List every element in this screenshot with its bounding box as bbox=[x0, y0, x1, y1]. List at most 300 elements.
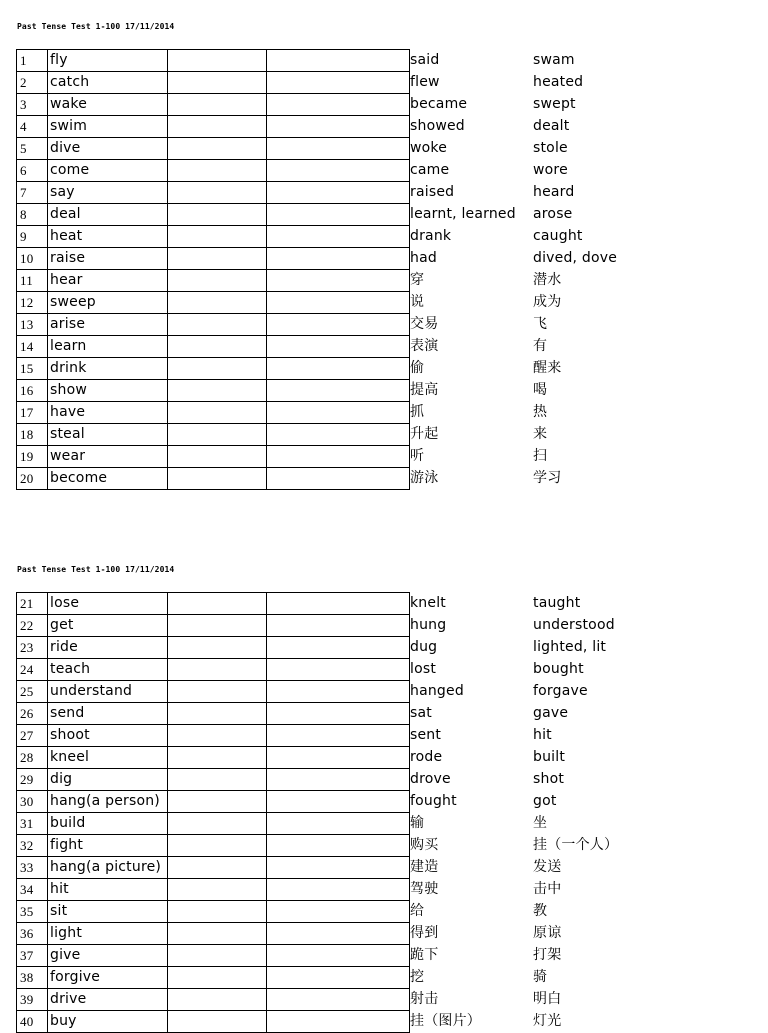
base-verb: fly bbox=[48, 50, 168, 72]
item-number: 1 bbox=[17, 50, 48, 72]
answer-option: 明白 bbox=[533, 991, 562, 1007]
answer-option: shot bbox=[533, 771, 565, 787]
answer-cell-past-tense[interactable] bbox=[168, 659, 267, 681]
answer-cell-past-tense[interactable] bbox=[168, 270, 267, 292]
base-verb: drink bbox=[48, 358, 168, 380]
answer-option: fought bbox=[410, 793, 457, 809]
test-header: Past Tense Test 1-100 17/11/2014 bbox=[17, 565, 175, 574]
answer-bank-row bbox=[410, 900, 750, 922]
answer-cell-past-tense[interactable] bbox=[168, 901, 267, 923]
base-verb: dive bbox=[48, 138, 168, 160]
answer-cell-meaning[interactable] bbox=[267, 292, 410, 314]
answer-option: sent bbox=[410, 727, 442, 743]
table-row bbox=[17, 813, 410, 835]
answer-option: said bbox=[410, 52, 440, 68]
table-row bbox=[17, 314, 410, 336]
answer-option: 输 bbox=[410, 815, 425, 831]
answer-cell-past-tense[interactable] bbox=[168, 879, 267, 901]
table-row bbox=[17, 615, 410, 637]
answer-bank-row bbox=[410, 313, 750, 335]
answer-option: flew bbox=[410, 74, 440, 90]
answer-bank-row bbox=[410, 878, 750, 900]
base-verb: heat bbox=[48, 226, 168, 248]
answer-cell-meaning[interactable] bbox=[267, 725, 410, 747]
test-header: Past Tense Test 1-100 17/11/2014 bbox=[17, 22, 175, 31]
answer-cell-meaning[interactable] bbox=[267, 424, 410, 446]
answer-cell-past-tense[interactable] bbox=[168, 703, 267, 725]
table-row bbox=[17, 248, 410, 270]
base-verb: build bbox=[48, 813, 168, 835]
answer-option: 坐 bbox=[533, 815, 548, 831]
base-verb: become bbox=[48, 468, 168, 490]
table-row bbox=[17, 747, 410, 769]
answer-option: 交易 bbox=[410, 316, 439, 332]
answer-cell-meaning[interactable] bbox=[267, 791, 410, 813]
base-verb: buy bbox=[48, 1011, 168, 1033]
answer-option: 升起 bbox=[410, 426, 439, 442]
answer-option: 热 bbox=[533, 404, 548, 420]
answer-option: 偷 bbox=[410, 360, 425, 376]
table-row bbox=[17, 901, 410, 923]
table-row bbox=[17, 879, 410, 901]
table-row bbox=[17, 138, 410, 160]
base-verb: hear bbox=[48, 270, 168, 292]
answer-bank-row bbox=[410, 137, 750, 159]
base-verb: say bbox=[48, 182, 168, 204]
item-number: 26 bbox=[17, 703, 48, 725]
answer-option: 发送 bbox=[533, 859, 562, 875]
answer-cell-past-tense[interactable] bbox=[168, 72, 267, 94]
table-row bbox=[17, 424, 410, 446]
answer-cell-past-tense[interactable] bbox=[168, 747, 267, 769]
answer-cell-past-tense[interactable] bbox=[168, 468, 267, 490]
answer-option: 喝 bbox=[533, 382, 548, 398]
item-number: 7 bbox=[17, 182, 48, 204]
word-table bbox=[16, 49, 410, 490]
answer-cell-meaning[interactable] bbox=[267, 50, 410, 72]
answer-option: 穿 bbox=[410, 272, 425, 288]
answer-cell-meaning[interactable] bbox=[267, 336, 410, 358]
answer-cell-meaning[interactable] bbox=[267, 402, 410, 424]
base-verb: ride bbox=[48, 637, 168, 659]
answer-option: knelt bbox=[410, 595, 446, 611]
item-number: 2 bbox=[17, 72, 48, 94]
answer-option: lost bbox=[410, 661, 437, 677]
answer-cell-meaning[interactable] bbox=[267, 1011, 410, 1033]
answer-option: dealt bbox=[533, 118, 570, 134]
table-row bbox=[17, 468, 410, 490]
base-verb: fight bbox=[48, 835, 168, 857]
answer-option: 来 bbox=[533, 426, 548, 442]
answer-bank-row bbox=[410, 335, 750, 357]
answer-option: 有 bbox=[533, 338, 548, 354]
item-number: 38 bbox=[17, 967, 48, 989]
answer-cell-past-tense[interactable] bbox=[168, 248, 267, 270]
answer-cell-meaning[interactable] bbox=[267, 380, 410, 402]
answer-cell-meaning[interactable] bbox=[267, 226, 410, 248]
answer-cell-meaning[interactable] bbox=[267, 835, 410, 857]
answer-option: 听 bbox=[410, 448, 425, 464]
table-row bbox=[17, 292, 410, 314]
answer-bank bbox=[410, 592, 750, 1032]
answer-option: stole bbox=[533, 140, 568, 156]
answer-bank-row bbox=[410, 467, 750, 489]
table-row bbox=[17, 791, 410, 813]
answer-bank-row bbox=[410, 71, 750, 93]
answer-option: gave bbox=[533, 705, 569, 721]
table-row bbox=[17, 835, 410, 857]
base-verb: teach bbox=[48, 659, 168, 681]
table-row bbox=[17, 94, 410, 116]
item-number: 34 bbox=[17, 879, 48, 901]
answer-bank-row bbox=[410, 746, 750, 768]
answer-option: sat bbox=[410, 705, 432, 721]
answer-cell-past-tense[interactable] bbox=[168, 160, 267, 182]
answer-option: hung bbox=[410, 617, 447, 633]
item-number: 12 bbox=[17, 292, 48, 314]
answer-option: 醒来 bbox=[533, 360, 562, 376]
answer-cell-meaning[interactable] bbox=[267, 989, 410, 1011]
answer-cell-past-tense[interactable] bbox=[168, 204, 267, 226]
answer-option: caught bbox=[533, 228, 583, 244]
base-verb: hang(a person) bbox=[48, 791, 168, 813]
answer-option: taught bbox=[533, 595, 581, 611]
item-number: 20 bbox=[17, 468, 48, 490]
answer-cell-meaning[interactable] bbox=[267, 314, 410, 336]
answer-cell-past-tense[interactable] bbox=[168, 1011, 267, 1033]
base-verb: shoot bbox=[48, 725, 168, 747]
answer-bank-row bbox=[410, 423, 750, 445]
item-number: 16 bbox=[17, 380, 48, 402]
item-number: 17 bbox=[17, 402, 48, 424]
item-number: 11 bbox=[17, 270, 48, 292]
answer-cell-past-tense[interactable] bbox=[168, 593, 267, 615]
base-verb: catch bbox=[48, 72, 168, 94]
table-row bbox=[17, 50, 410, 72]
answer-bank-row bbox=[410, 592, 750, 614]
answer-option: 表演 bbox=[410, 338, 439, 354]
base-verb: come bbox=[48, 160, 168, 182]
answer-bank-row bbox=[410, 445, 750, 467]
item-number: 19 bbox=[17, 446, 48, 468]
answer-option: lighted, lit bbox=[533, 639, 607, 655]
answer-cell-past-tense[interactable] bbox=[168, 923, 267, 945]
item-number: 33 bbox=[17, 857, 48, 879]
base-verb: dig bbox=[48, 769, 168, 791]
item-number: 23 bbox=[17, 637, 48, 659]
answer-option: hit bbox=[533, 727, 552, 743]
answer-option: wore bbox=[533, 162, 568, 178]
table-row bbox=[17, 703, 410, 725]
answer-cell-past-tense[interactable] bbox=[168, 182, 267, 204]
answer-cell-past-tense[interactable] bbox=[168, 637, 267, 659]
base-verb: arise bbox=[48, 314, 168, 336]
item-number: 15 bbox=[17, 358, 48, 380]
table-row bbox=[17, 945, 410, 967]
answer-bank-row bbox=[410, 181, 750, 203]
base-verb: deal bbox=[48, 204, 168, 226]
answer-cell-meaning[interactable] bbox=[267, 72, 410, 94]
answer-bank-row bbox=[410, 203, 750, 225]
base-verb: lose bbox=[48, 593, 168, 615]
answer-bank-row bbox=[410, 680, 750, 702]
answer-option: dug bbox=[410, 639, 438, 655]
answer-option: 骑 bbox=[533, 969, 548, 985]
answer-bank-row bbox=[410, 379, 750, 401]
item-number: 37 bbox=[17, 945, 48, 967]
answer-cell-past-tense[interactable] bbox=[168, 945, 267, 967]
word-table bbox=[16, 592, 410, 1033]
table-row bbox=[17, 637, 410, 659]
table-row bbox=[17, 725, 410, 747]
base-verb: kneel bbox=[48, 747, 168, 769]
answer-option: came bbox=[410, 162, 450, 178]
item-number: 39 bbox=[17, 989, 48, 1011]
answer-option: dived, dove bbox=[533, 250, 618, 266]
answer-option: 驾驶 bbox=[410, 881, 439, 897]
table-row bbox=[17, 989, 410, 1011]
item-number: 13 bbox=[17, 314, 48, 336]
table-row bbox=[17, 72, 410, 94]
answer-cell-past-tense[interactable] bbox=[168, 989, 267, 1011]
answer-bank-row bbox=[410, 922, 750, 944]
answer-cell-past-tense[interactable] bbox=[168, 725, 267, 747]
answer-option: 原谅 bbox=[533, 925, 562, 941]
answer-option: 挂（一个人） bbox=[533, 837, 619, 853]
answer-bank-row bbox=[410, 966, 750, 988]
item-number: 8 bbox=[17, 204, 48, 226]
table-row bbox=[17, 923, 410, 945]
answer-cell-past-tense[interactable] bbox=[168, 615, 267, 637]
answer-cell-past-tense[interactable] bbox=[168, 402, 267, 424]
answer-option: 扫 bbox=[533, 448, 548, 464]
table-row bbox=[17, 336, 410, 358]
answer-cell-past-tense[interactable] bbox=[168, 681, 267, 703]
base-verb: wake bbox=[48, 94, 168, 116]
base-verb: steal bbox=[48, 424, 168, 446]
answer-option: 挖 bbox=[410, 969, 425, 985]
base-verb: learn bbox=[48, 336, 168, 358]
base-verb: wear bbox=[48, 446, 168, 468]
answer-cell-past-tense[interactable] bbox=[168, 314, 267, 336]
base-verb: have bbox=[48, 402, 168, 424]
answer-cell-meaning[interactable] bbox=[267, 270, 410, 292]
base-verb: sit bbox=[48, 901, 168, 923]
answer-bank-row bbox=[410, 357, 750, 379]
answer-option: swam bbox=[533, 52, 575, 68]
item-number: 22 bbox=[17, 615, 48, 637]
answer-option: drank bbox=[410, 228, 452, 244]
item-number: 6 bbox=[17, 160, 48, 182]
answer-option: 购买 bbox=[410, 837, 439, 853]
answer-cell-meaning[interactable] bbox=[267, 945, 410, 967]
answer-cell-past-tense[interactable] bbox=[168, 94, 267, 116]
answer-cell-meaning[interactable] bbox=[267, 248, 410, 270]
answer-option: showed bbox=[410, 118, 465, 134]
table-row bbox=[17, 593, 410, 615]
answer-bank-row bbox=[410, 247, 750, 269]
answer-option: built bbox=[533, 749, 566, 765]
table-row bbox=[17, 446, 410, 468]
answer-bank-row bbox=[410, 702, 750, 724]
answer-cell-past-tense[interactable] bbox=[168, 857, 267, 879]
table-row bbox=[17, 769, 410, 791]
answer-cell-meaning[interactable] bbox=[267, 857, 410, 879]
answer-bank-row bbox=[410, 944, 750, 966]
answer-cell-past-tense[interactable] bbox=[168, 769, 267, 791]
table-row bbox=[17, 204, 410, 226]
base-verb: show bbox=[48, 380, 168, 402]
answer-bank-row bbox=[410, 93, 750, 115]
answer-bank-row bbox=[410, 988, 750, 1010]
answer-cell-meaning[interactable] bbox=[267, 182, 410, 204]
item-number: 28 bbox=[17, 747, 48, 769]
answer-cell-meaning[interactable] bbox=[267, 204, 410, 226]
item-number: 9 bbox=[17, 226, 48, 248]
answer-cell-meaning[interactable] bbox=[267, 358, 410, 380]
item-number: 21 bbox=[17, 593, 48, 615]
answer-cell-meaning[interactable] bbox=[267, 116, 410, 138]
answer-cell-meaning[interactable] bbox=[267, 160, 410, 182]
answer-cell-meaning[interactable] bbox=[267, 879, 410, 901]
answer-cell-meaning[interactable] bbox=[267, 138, 410, 160]
answer-cell-meaning[interactable] bbox=[267, 769, 410, 791]
answer-cell-meaning[interactable] bbox=[267, 593, 410, 615]
answer-cell-meaning[interactable] bbox=[267, 637, 410, 659]
answer-cell-meaning[interactable] bbox=[267, 468, 410, 490]
answer-option: 灯光 bbox=[533, 1013, 562, 1029]
answer-option: 教 bbox=[533, 903, 548, 919]
answer-option: bought bbox=[533, 661, 584, 677]
item-number: 40 bbox=[17, 1011, 48, 1033]
answer-option: heard bbox=[533, 184, 575, 200]
answer-option: 建造 bbox=[410, 859, 439, 875]
base-verb: get bbox=[48, 615, 168, 637]
answer-cell-meaning[interactable] bbox=[267, 659, 410, 681]
table-row bbox=[17, 659, 410, 681]
answer-bank-row bbox=[410, 658, 750, 680]
answer-option: raised bbox=[410, 184, 455, 200]
answer-cell-past-tense[interactable] bbox=[168, 358, 267, 380]
table-row bbox=[17, 182, 410, 204]
item-number: 4 bbox=[17, 116, 48, 138]
answer-cell-meaning[interactable] bbox=[267, 446, 410, 468]
base-verb: give bbox=[48, 945, 168, 967]
answer-option: 提高 bbox=[410, 382, 439, 398]
answer-option: 抓 bbox=[410, 404, 425, 420]
answer-cell-past-tense[interactable] bbox=[168, 446, 267, 468]
base-verb: send bbox=[48, 703, 168, 725]
answer-option: 击中 bbox=[533, 881, 562, 897]
base-verb: understand bbox=[48, 681, 168, 703]
answer-bank-row bbox=[410, 812, 750, 834]
answer-cell-past-tense[interactable] bbox=[168, 50, 267, 72]
answer-option: 挂（图片） bbox=[410, 1013, 481, 1029]
answer-cell-past-tense[interactable] bbox=[168, 226, 267, 248]
answer-cell-meaning[interactable] bbox=[267, 967, 410, 989]
base-verb: swim bbox=[48, 116, 168, 138]
answer-bank-row bbox=[410, 790, 750, 812]
answer-cell-past-tense[interactable] bbox=[168, 967, 267, 989]
answer-cell-meaning[interactable] bbox=[267, 94, 410, 116]
answer-bank-row bbox=[410, 856, 750, 878]
base-verb: hit bbox=[48, 879, 168, 901]
table-row bbox=[17, 402, 410, 424]
table-row bbox=[17, 116, 410, 138]
answer-option: 射击 bbox=[410, 991, 439, 1007]
base-verb: hang(a picture) bbox=[48, 857, 168, 879]
answer-cell-meaning[interactable] bbox=[267, 813, 410, 835]
answer-bank-row bbox=[410, 225, 750, 247]
answer-cell-past-tense[interactable] bbox=[168, 292, 267, 314]
table-row bbox=[17, 681, 410, 703]
answer-cell-meaning[interactable] bbox=[267, 615, 410, 637]
answer-option: arose bbox=[533, 206, 573, 222]
answer-cell-past-tense[interactable] bbox=[168, 336, 267, 358]
answer-option: 打架 bbox=[533, 947, 562, 963]
answer-cell-past-tense[interactable] bbox=[168, 116, 267, 138]
answer-bank-row bbox=[410, 291, 750, 313]
answer-cell-past-tense[interactable] bbox=[168, 813, 267, 835]
item-number: 31 bbox=[17, 813, 48, 835]
answer-cell-meaning[interactable] bbox=[267, 923, 410, 945]
answer-bank-row bbox=[410, 614, 750, 636]
answer-option: drove bbox=[410, 771, 451, 787]
answer-cell-past-tense[interactable] bbox=[168, 791, 267, 813]
answer-option: rode bbox=[410, 749, 443, 765]
answer-bank-row bbox=[410, 159, 750, 181]
item-number: 25 bbox=[17, 681, 48, 703]
answer-option: hanged bbox=[410, 683, 464, 699]
answer-option: 成为 bbox=[533, 294, 562, 310]
base-verb: light bbox=[48, 923, 168, 945]
answer-option: 飞 bbox=[533, 316, 548, 332]
item-number: 35 bbox=[17, 901, 48, 923]
answer-option: understood bbox=[533, 617, 615, 633]
answer-option: swept bbox=[533, 96, 576, 112]
item-number: 10 bbox=[17, 248, 48, 270]
table-row bbox=[17, 1011, 410, 1033]
table-row bbox=[17, 160, 410, 182]
table-row bbox=[17, 226, 410, 248]
answer-cell-meaning[interactable] bbox=[267, 747, 410, 769]
answer-cell-past-tense[interactable] bbox=[168, 138, 267, 160]
base-verb: sweep bbox=[48, 292, 168, 314]
item-number: 14 bbox=[17, 336, 48, 358]
answer-option: heated bbox=[533, 74, 584, 90]
answer-cell-meaning[interactable] bbox=[267, 703, 410, 725]
table-row bbox=[17, 380, 410, 402]
answer-option: 给 bbox=[410, 903, 425, 919]
answer-cell-past-tense[interactable] bbox=[168, 380, 267, 402]
answer-bank-row bbox=[410, 401, 750, 423]
item-number: 24 bbox=[17, 659, 48, 681]
item-number: 27 bbox=[17, 725, 48, 747]
answer-option: 说 bbox=[410, 294, 425, 310]
answer-cell-past-tense[interactable] bbox=[168, 424, 267, 446]
item-number: 18 bbox=[17, 424, 48, 446]
item-number: 5 bbox=[17, 138, 48, 160]
answer-option: 潜水 bbox=[533, 272, 562, 288]
item-number: 3 bbox=[17, 94, 48, 116]
answer-cell-past-tense[interactable] bbox=[168, 835, 267, 857]
item-number: 32 bbox=[17, 835, 48, 857]
answer-option: woke bbox=[410, 140, 448, 156]
answer-bank-row bbox=[410, 768, 750, 790]
answer-cell-meaning[interactable] bbox=[267, 681, 410, 703]
answer-bank-row bbox=[410, 49, 750, 71]
answer-cell-meaning[interactable] bbox=[267, 901, 410, 923]
